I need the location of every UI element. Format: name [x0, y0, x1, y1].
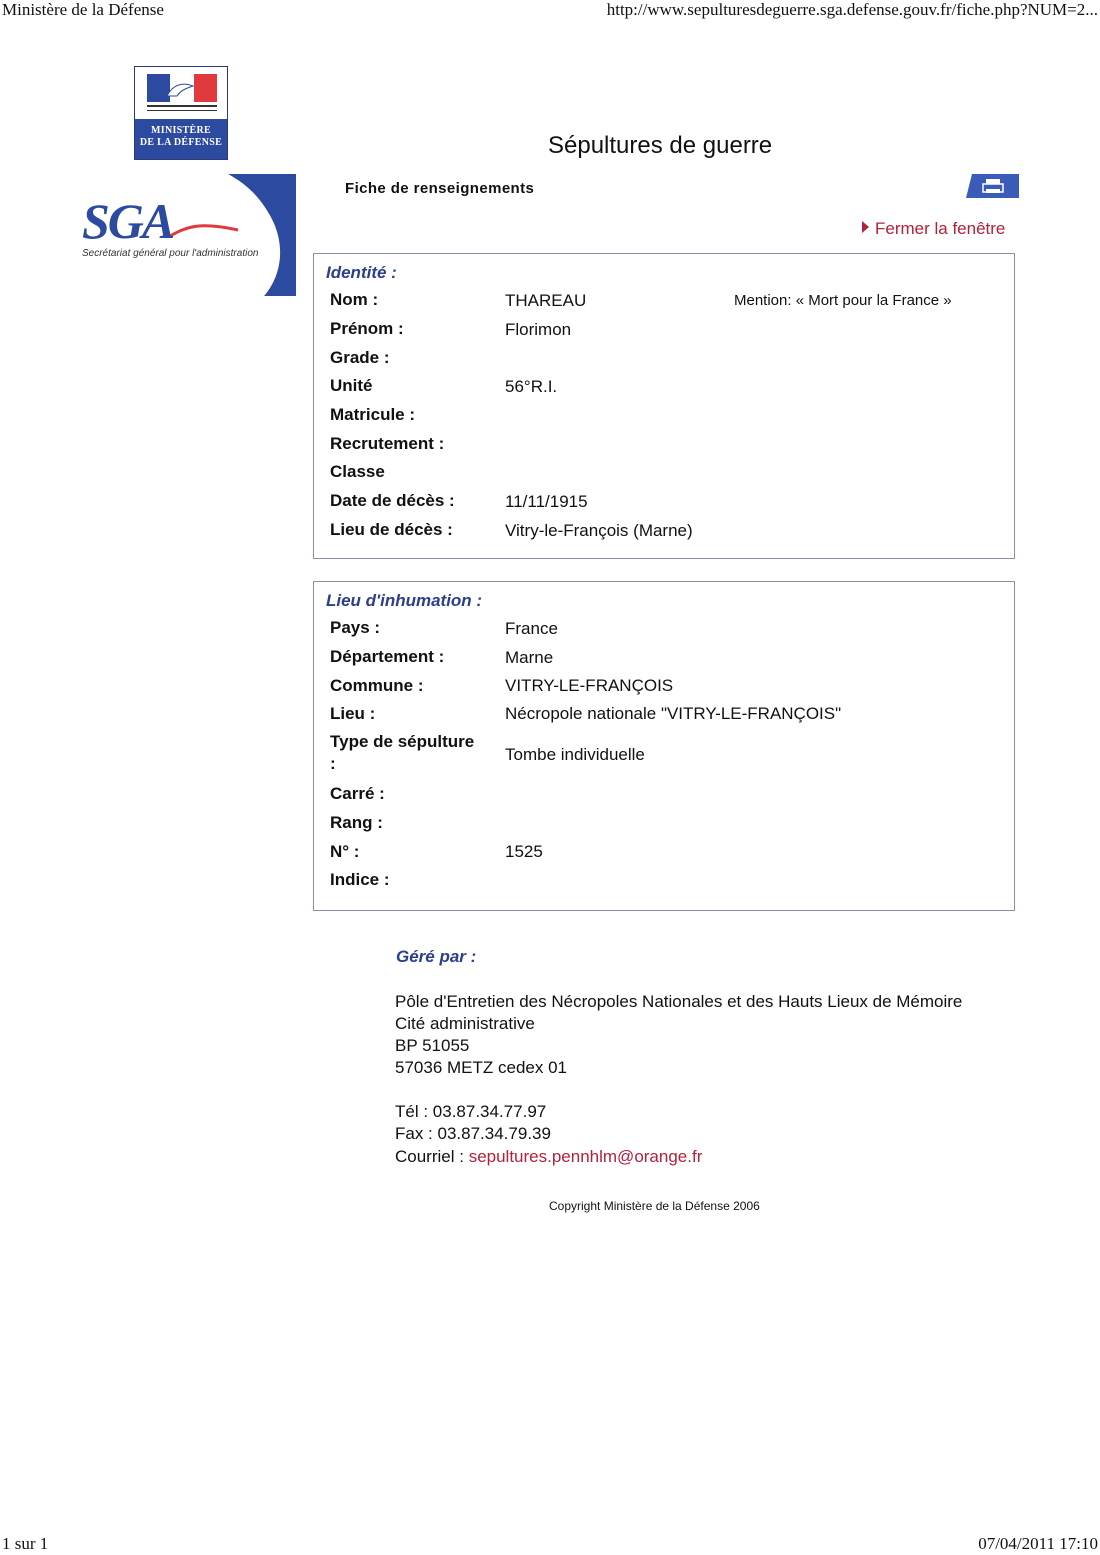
sga-logo-subtitle: Secrétariat général pour l'administration [82, 248, 259, 259]
field-label-nom: Nom : [330, 290, 379, 309]
gere-par-fax: Fax : 03.87.34.79.39 [395, 1124, 551, 1143]
fiche-title: Fiche de renseignements [345, 180, 535, 197]
field-label-commune: Commune : [330, 676, 424, 695]
field-label-numero: N° : [330, 842, 360, 861]
field-label-date-deces: Date de décès : [330, 491, 455, 510]
courriel-label: Courriel : [395, 1147, 469, 1166]
print-footer-page: 1 sur 1 [2, 1534, 49, 1553]
printer-icon [966, 174, 1019, 198]
email-link[interactable]: sepultures.pennhlm@orange.fr [468, 1147, 703, 1166]
field-label-recrutement: Recrutement : [330, 434, 445, 453]
marianne-flag-icon [135, 67, 227, 119]
gere-par-telephone: Tél : 03.87.34.77.97 [395, 1102, 547, 1121]
field-value-type-sepulture: Tombe individuelle [505, 745, 645, 764]
field-value-lieu: Nécropole nationale "VITRY-LE-FRANÇOIS" [505, 704, 842, 723]
field-label-matricule: Matricule : [330, 405, 416, 424]
inhumation-title: Lieu d'inhumation : [326, 591, 483, 610]
field-value-commune: VITRY-LE-FRANÇOIS [505, 676, 674, 695]
field-label-prenom: Prénom : [330, 319, 404, 338]
field-label-lieu-deces: Lieu de décès : [330, 520, 453, 539]
field-label-type-sepulture: Type de sépulture [330, 732, 475, 751]
close-window-link[interactable] [862, 219, 1005, 239]
ministere-logo-line2: DE LA DÉFENSE [139, 137, 223, 148]
field-value-date-deces: 11/11/1915 [505, 492, 588, 511]
ministere-logo [134, 66, 228, 160]
field-label-classe: Classe [330, 462, 385, 481]
close-window-label: Fermer la fenêtre [875, 219, 1006, 238]
field-label-type-sepulture-colon: : [330, 754, 336, 773]
page-title: Sépultures de guerre [548, 132, 773, 159]
mention-text: Mention: « Mort pour la France » [734, 292, 952, 309]
identite-panel [313, 253, 1015, 559]
gere-par-title: Géré par : [396, 947, 477, 966]
gere-par-address-line3: 57036 METZ cedex 01 [395, 1058, 567, 1077]
gere-par-address-line2: BP 51055 [395, 1036, 470, 1055]
print-footer-datetime: 07/04/2011 17:10 [978, 1534, 1098, 1553]
print-header-site: Ministère de la Défense [2, 0, 164, 19]
gere-par-courriel [395, 1147, 702, 1167]
gere-par-organisation: Pôle d'Entretien des Nécropoles Nationales et des Hauts Lieux de Mémoire [395, 992, 963, 1011]
copyright-text: Copyright Ministère de la Défense 2006 [549, 1199, 760, 1213]
field-value-nom: THAREAU [505, 291, 587, 310]
field-value-numero: 1525 [505, 842, 543, 861]
field-value-pays: France [505, 619, 558, 638]
gere-par-address-line1: Cité administrative [395, 1014, 535, 1033]
field-value-prenom: Florimon [505, 320, 572, 339]
print-header-url: http://www.sepulturesdeguerre.sga.defense.gouv.fr/fiche.php?NUM=2... [606, 0, 1098, 19]
field-label-unite: Unité [330, 376, 373, 395]
field-value-unite: 56°R.I. [505, 377, 558, 396]
sga-logo [78, 174, 296, 296]
arrow-right-icon [862, 221, 869, 233]
field-label-pays: Pays : [330, 618, 381, 637]
field-value-lieu-deces: Vitry-le-François (Marne) [505, 521, 693, 540]
sga-logo-letters: SGA [82, 193, 174, 249]
field-label-departement: Département : [330, 647, 445, 666]
field-label-indice: Indice : [330, 870, 390, 889]
inhumation-panel [313, 581, 1015, 911]
field-value-departement: Marne [505, 648, 554, 667]
field-label-lieu: Lieu : [330, 704, 376, 723]
identite-title: Identité : [326, 263, 397, 282]
ministere-logo-line1: MINISTÈRE [151, 125, 211, 136]
field-label-carre: Carré : [330, 784, 385, 803]
print-button[interactable] [966, 174, 1019, 198]
field-label-rang: Rang : [330, 813, 383, 832]
field-label-grade: Grade : [330, 348, 390, 367]
